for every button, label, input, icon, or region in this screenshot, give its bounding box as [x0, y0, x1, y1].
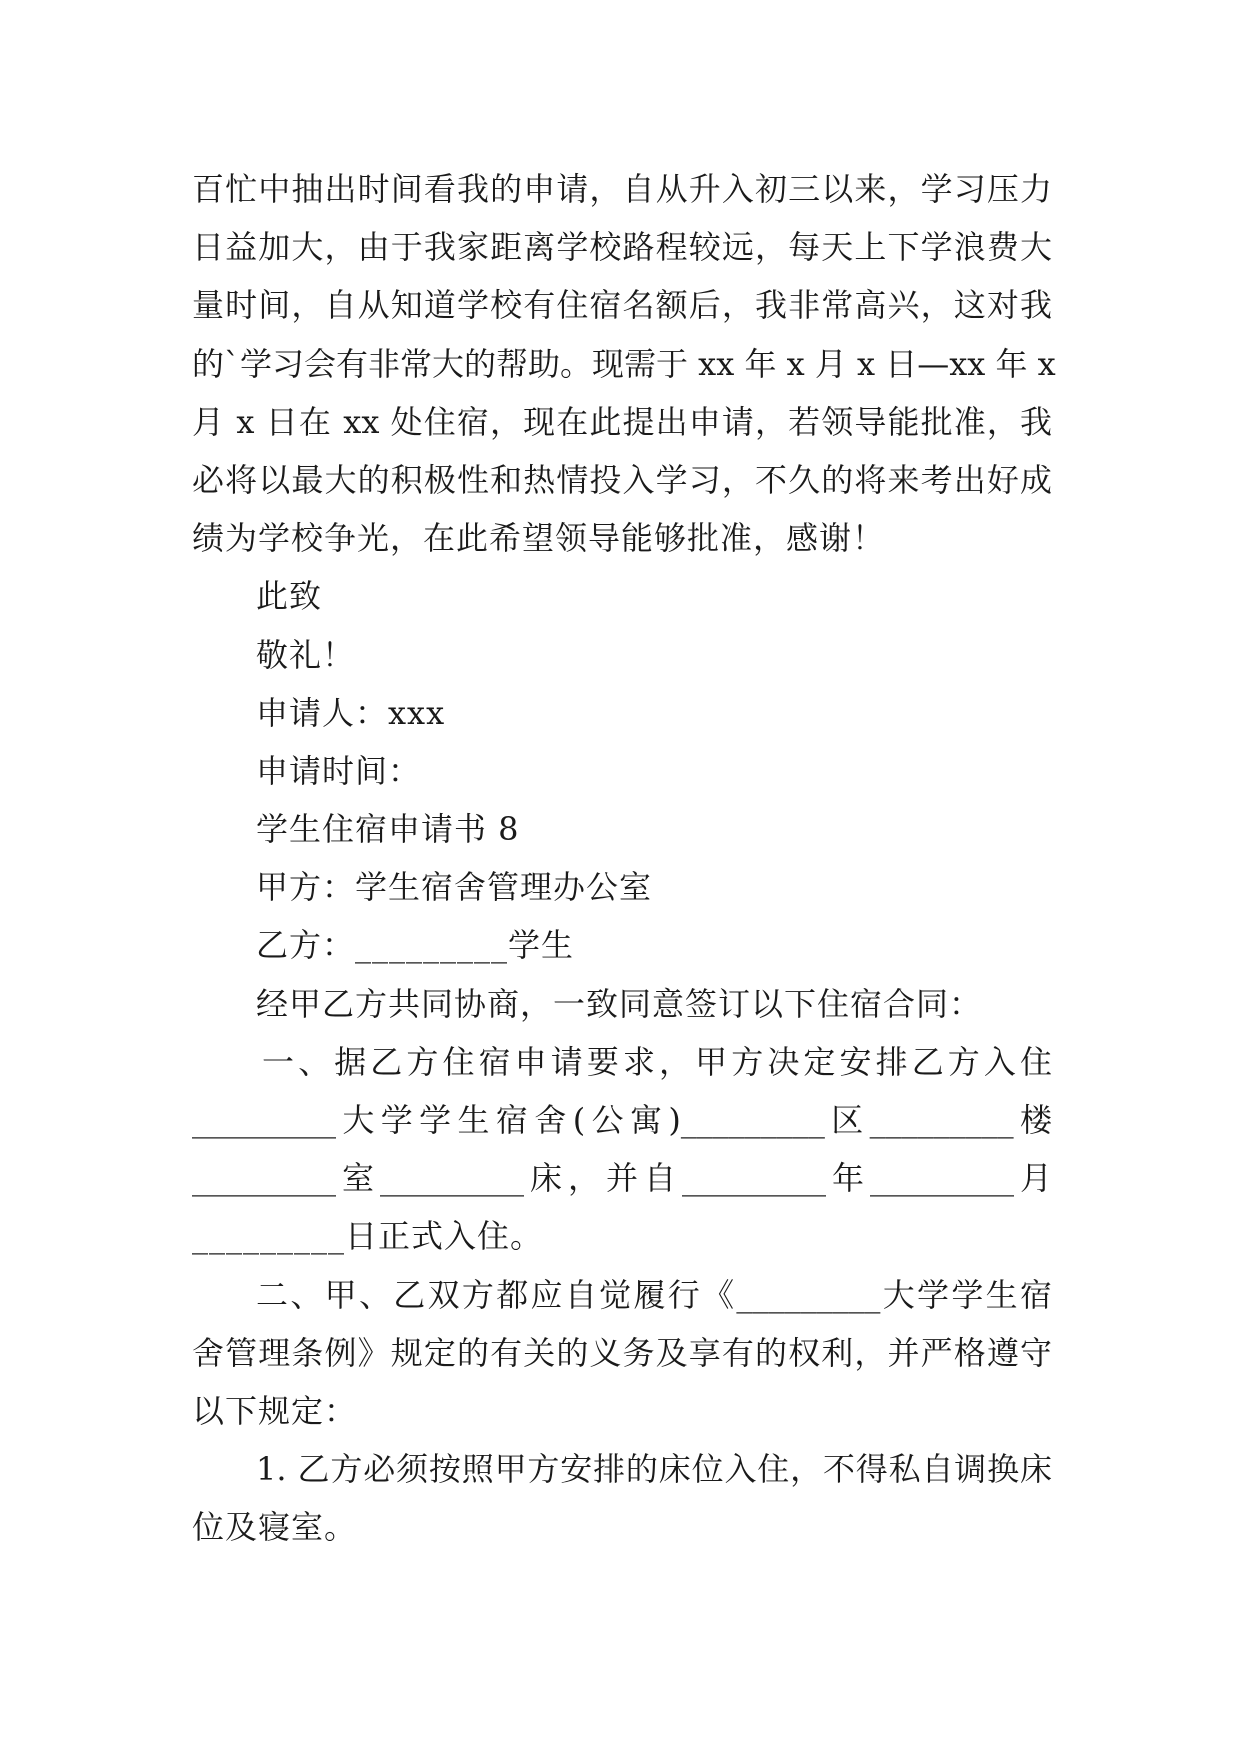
- clause-1-line: _________大学学生宿舍(公寓)_________区_________楼: [192, 1101, 1052, 1139]
- paragraph-line: 日益加大，由于我家距离学校路程较远，每天上下学浪费大: [192, 228, 1052, 267]
- agreement-intro: 经甲乙方共同协商，一致同意签订以下住宿合同：: [256, 984, 983, 1023]
- paragraph-line: 百忙中抽出时间看我的申请，自从升入初三以来，学习压力: [192, 170, 1052, 208]
- paragraph-line: 的`学习会有非常大的帮助。现需于 xx 年 x 月 x 日—xx 年 x: [192, 344, 1056, 383]
- application-date-line: 申请时间：: [256, 751, 422, 790]
- clause-1-line: _________日正式入住。: [192, 1217, 544, 1256]
- clause-2-line: 二、甲、乙双方都应自觉履行《_________大学学生宿: [256, 1275, 1052, 1314]
- section-title: 学生住宿申请书 8: [256, 810, 520, 849]
- party-b-line: 乙方：_________学生: [256, 926, 575, 965]
- paragraph-line: 量时间，自从知道学校有住宿名额后，我非常高兴，这对我: [192, 286, 1052, 325]
- closing-salutation: 此致: [256, 577, 323, 616]
- clause-2-line: 舍管理条例》规定的有关的义务及享有的权利，并严格遵守: [192, 1333, 1052, 1372]
- closing-regards: 敬礼！: [256, 635, 356, 674]
- clause-2-line: 以下规定：: [192, 1391, 358, 1430]
- clause-1-line: 一、据乙方住宿申请要求，甲方决定安排乙方入住: [262, 1042, 1052, 1081]
- party-a-line: 甲方：学生宿舍管理办公室: [256, 868, 653, 907]
- rule-1-line: 位及寝室。: [192, 1508, 358, 1547]
- rule-1-line: 1. 乙方必须按照甲方安排的床位入住，不得私自调换床: [256, 1450, 1052, 1489]
- paragraph-line: 月 x 日在 xx 处住宿，现在此提出申请，若领导能批准，我: [192, 402, 1052, 441]
- clause-1-line: _________室_________床，并自_________年_________月: [192, 1159, 1052, 1198]
- applicant-line: 申请人：xxx: [256, 693, 446, 732]
- paragraph-line: 必将以最大的积极性和热情投入学习，不久的将来考出好成: [192, 460, 1052, 499]
- document-body: [192, 160, 1056, 1557]
- paragraph-line: 绩为学校争光，在此希望领导能够批准，感谢！: [192, 519, 886, 558]
